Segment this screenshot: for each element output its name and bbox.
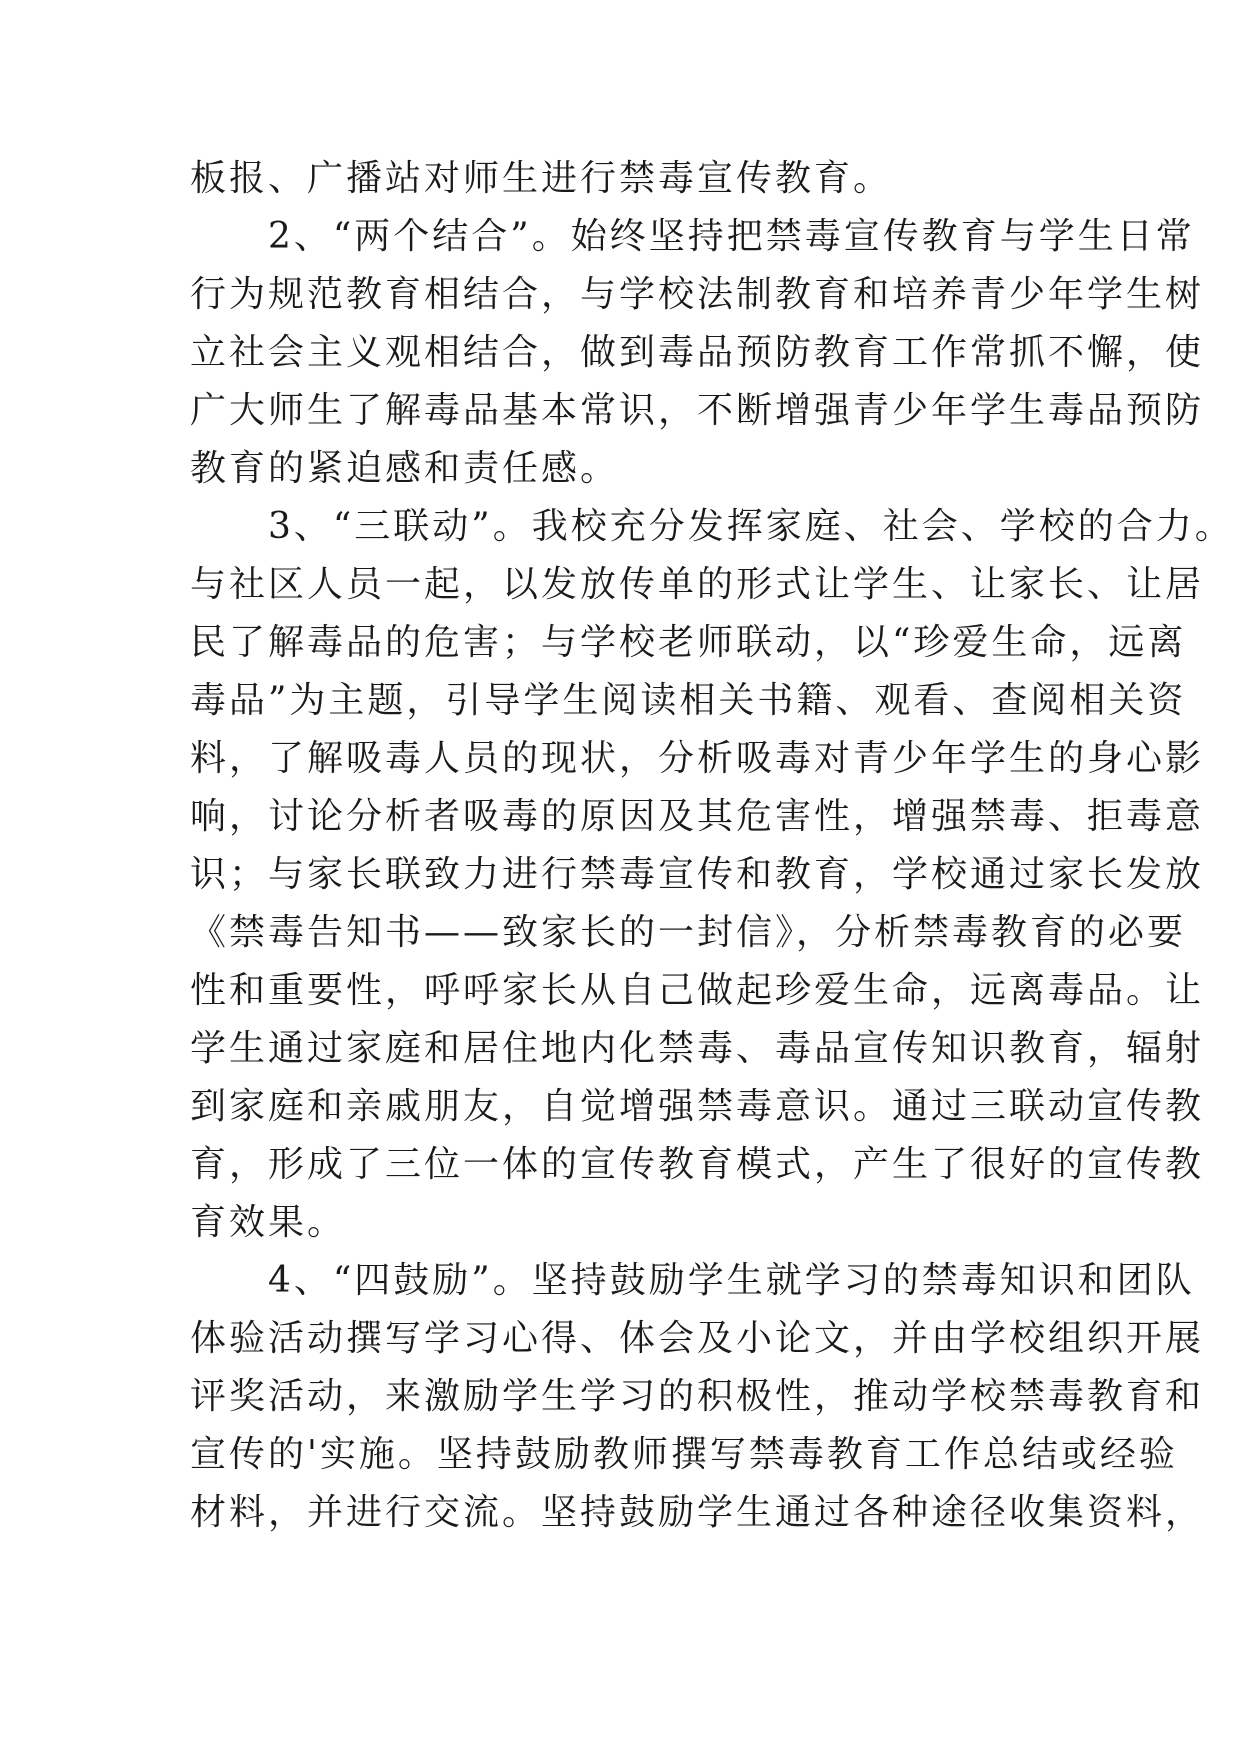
text-line: 材料，并进行交流。坚持鼓励学生通过各种途径收集资料， xyxy=(190,1492,1205,1533)
text-line: 学生通过家庭和居住地内化禁毒、毒品宣传知识教育，辐射 xyxy=(190,1028,1205,1069)
text-line: 与社区人员一起，以发放传单的形式让学生、让家长、让居 xyxy=(190,564,1205,605)
text-line: 宣传的'实施。坚持鼓励教师撰写禁毒教育工作总结或经验 xyxy=(190,1434,1178,1475)
text-line: 2、“两个结合”。始终坚持把禁毒宣传教育与学生日常 xyxy=(268,216,1195,257)
body-text xyxy=(190,150,1234,1542)
text-line: 料，了解吸毒人员的现状，分析吸毒对青少年学生的身心影 xyxy=(190,738,1205,779)
text-line: 评奖活动，来激励学生学习的积极性，推动学校禁毒教育和 xyxy=(190,1376,1205,1417)
text-line: 广大师生了解毒品基本常识，不断增强青少年学生毒品预防 xyxy=(190,390,1205,431)
text-line: 体验活动撰写学习心得、体会及小论文，并由学校组织开展 xyxy=(190,1318,1205,1359)
text-line: 行为规范教育相结合，与学校法制教育和培养青少年学生树 xyxy=(190,274,1205,315)
text-line: 响，讨论分析者吸毒的原因及其危害性，增强禁毒、拒毒意 xyxy=(190,796,1205,837)
text-line: 《禁毒告知书——致家长的一封信》，分析禁毒教育的必要 xyxy=(190,912,1187,953)
text-line: 育，形成了三位一体的宣传教育模式，产生了很好的宣传教 xyxy=(190,1144,1205,1185)
text-line: 性和重要性，呼呼家长从自己做起珍爱生命，远离毒品。让 xyxy=(190,970,1205,1011)
text-line: 毒品”为主题，引导学生阅读相关书籍、观看、查阅相关资 xyxy=(190,680,1187,721)
text-line: 4、“四鼓励”。坚持鼓励学生就学习的禁毒知识和团队 xyxy=(268,1260,1195,1301)
text-line: 民了解毒品的危害；与学校老师联动，以“珍爱生命，远离 xyxy=(190,622,1187,663)
text-line: 育效果。 xyxy=(190,1202,347,1243)
text-line: 教育的紧迫感和责任感。 xyxy=(190,448,620,489)
text-line: 3、“三联动”。我校充分发挥家庭、社会、学校的合力。 xyxy=(268,506,1234,547)
text-line: 识；与家长联致力进行禁毒宣传和教育，学校通过家长发放 xyxy=(190,854,1205,895)
text-line: 立社会主义观相结合，做到毒品预防教育工作常抓不懈，使 xyxy=(190,332,1205,373)
text-line: 板报、广播站对师生进行禁毒宣传教育。 xyxy=(190,158,893,199)
text-line: 到家庭和亲戚朋友，自觉增强禁毒意识。通过三联动宣传教 xyxy=(190,1086,1205,1127)
